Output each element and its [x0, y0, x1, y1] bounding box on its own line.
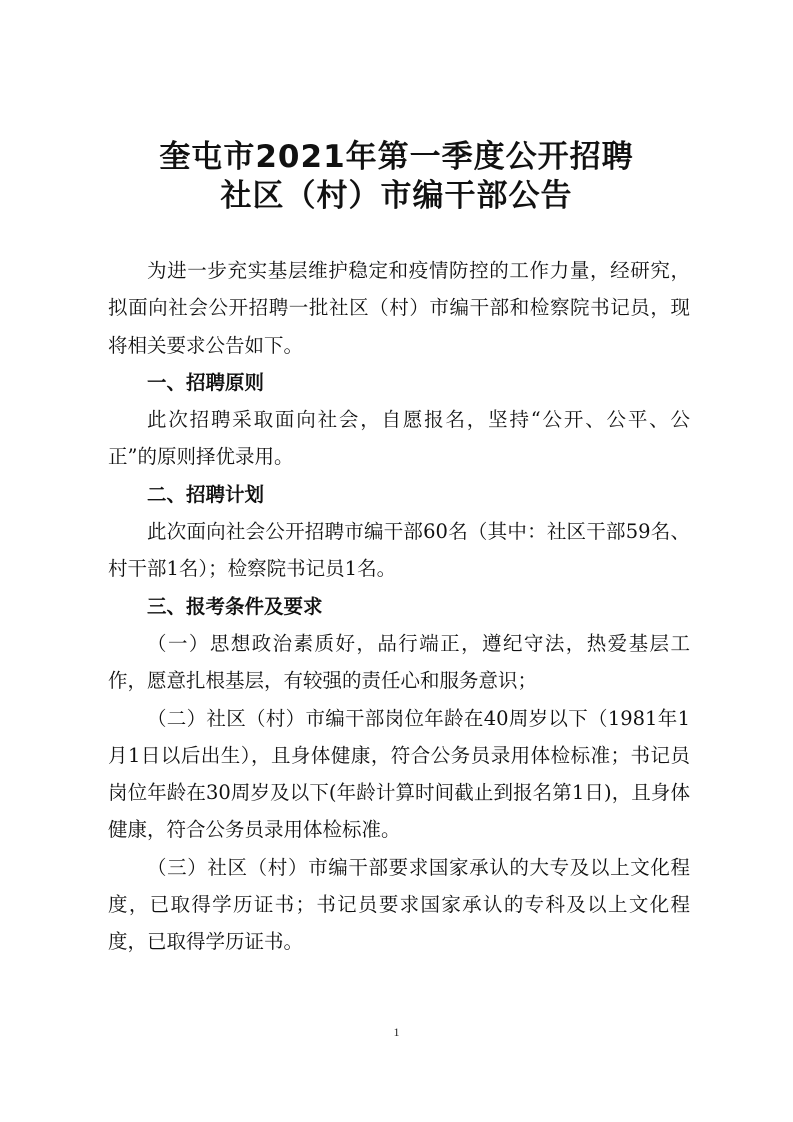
intro-paragraph: 为进一步充实基层维护稳定和疫情防控的工作力量，经研究，拟面向社会公开招聘一批社区（村）市编干部和检察院书记员，现将相关要求公告如下。 — [108, 259, 690, 357]
section-heading-requirements: 三、报考条件及要求 — [147, 594, 323, 618]
section-paragraph: （二）社区（村）市编干部岗位年龄在40周岁以下（1981年1月1日以后出生），且身体健康，符合公务员录用体检标准；书记员岗位年龄在30周岁及以下(年龄计算时间截止到报名第1日)，且身体健康，符合公务员录用体检标准。 — [108, 706, 690, 842]
title-line-1: 奎屯市2021年第一季度公开招聘 — [159, 139, 634, 175]
section-heading-principles: 一、招聘原则 — [147, 370, 265, 394]
section-paragraph: 此次招聘采取面向社会，自愿报名，坚持“公开、公平、公正”的原则择优录用。 — [108, 408, 690, 469]
title-line-2: 社区（村）市编干部公告 — [220, 178, 573, 214]
section-paragraph: （三）社区（村）市编干部要求国家承认的大专及以上文化程度，已取得学历证书；书记员要求国家承认的专科及以上文化程度，已取得学历证书。 — [108, 855, 690, 954]
section-heading-plan: 二、招聘计划 — [147, 482, 265, 506]
section-paragraph: 此次面向社会公开招聘市编干部60名（其中：社区干部59名、村干部1名）；检察院书记员1名。 — [108, 520, 690, 581]
section-paragraph: （一）思想政治素质好，品行端正，遵纪守法，热爱基层工作，愿意扎根基层，有较强的责任心和服务意识； — [108, 631, 690, 693]
document-body — [108, 252, 690, 961]
page-number: 1 — [393, 1025, 400, 1039]
